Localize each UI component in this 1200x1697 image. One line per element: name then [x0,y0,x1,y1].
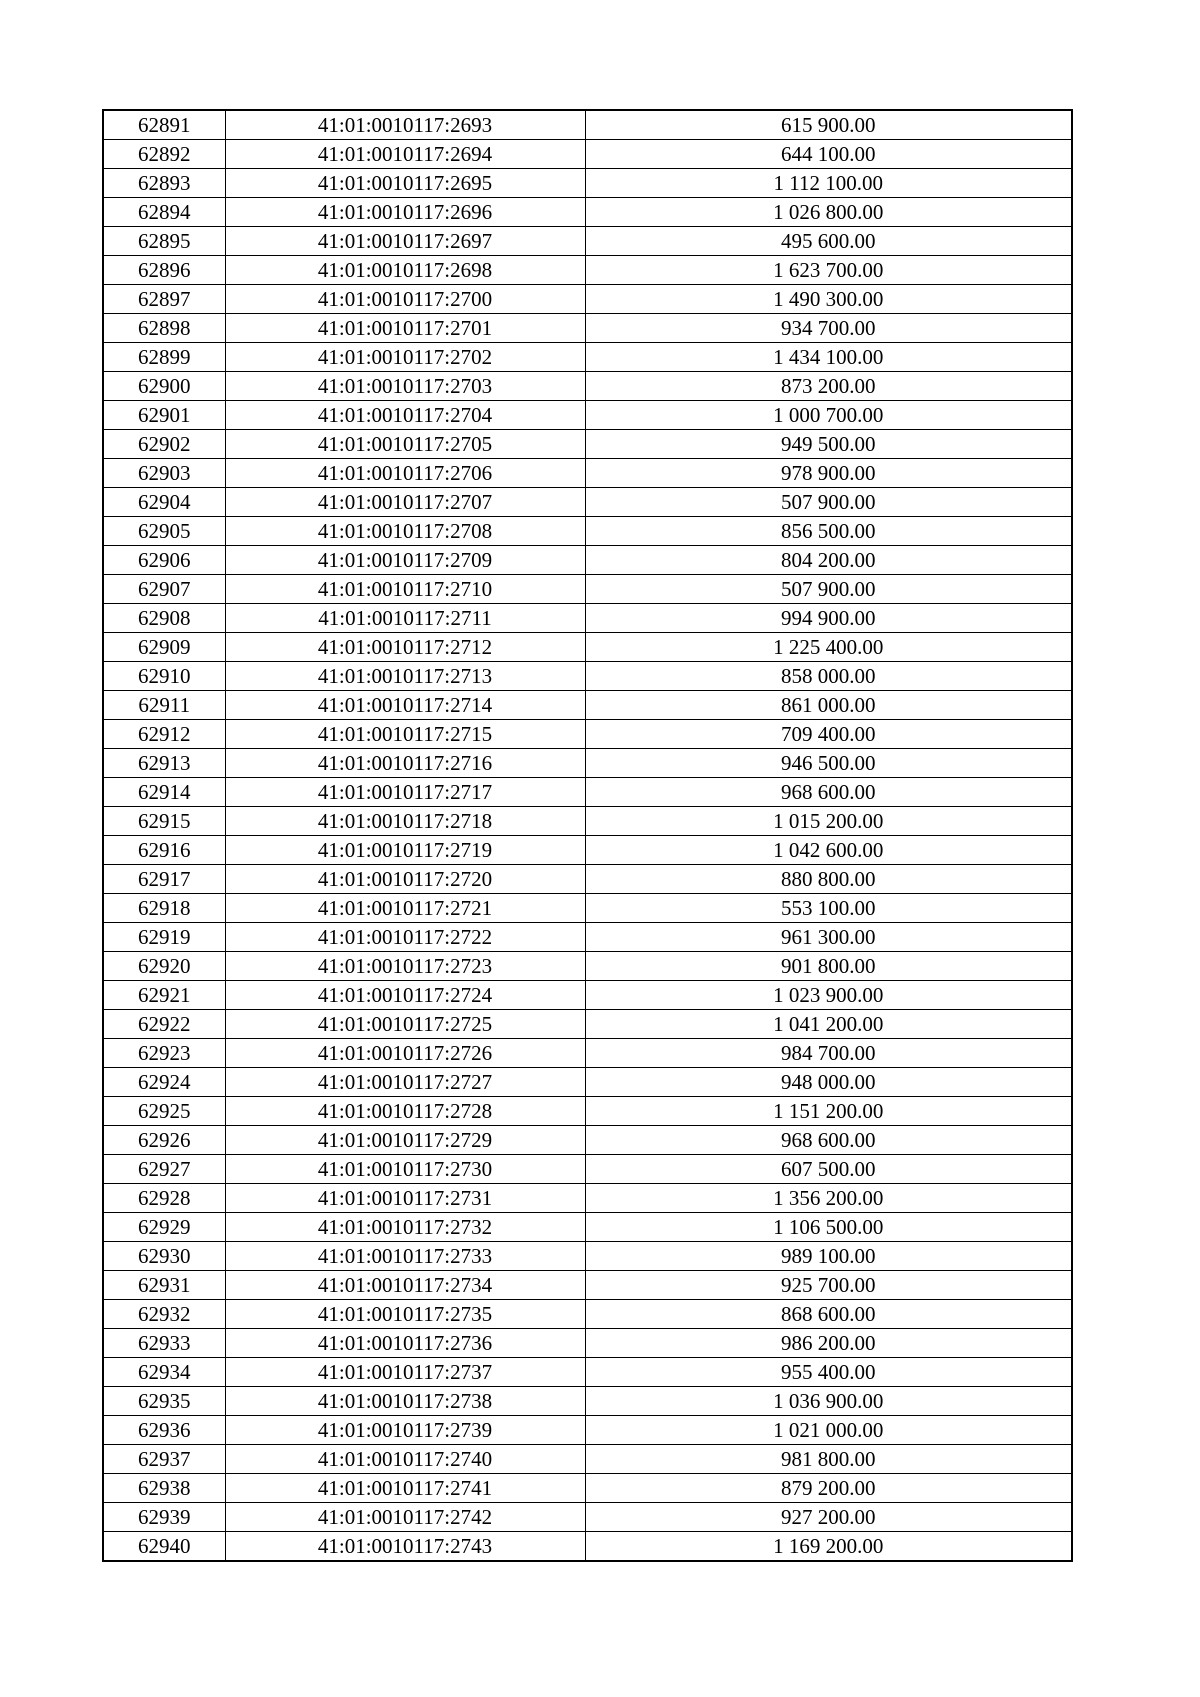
row-number-cell: 62912 [103,720,225,749]
cadastral-value-cell: 1 225 400.00 [585,633,1072,662]
cadastral-number-cell: 41:01:0010117:2707 [225,488,585,517]
cadastral-value-cell: 1 169 200.00 [585,1532,1072,1562]
table-row [103,1097,1072,1126]
cadastral-value-cell: 1 151 200.00 [585,1097,1072,1126]
table-row [103,1271,1072,1300]
cadastral-value-cell: 961 300.00 [585,923,1072,952]
cadastral-value-cell: 1 021 000.00 [585,1416,1072,1445]
cadastral-number-cell: 41:01:0010117:2708 [225,517,585,546]
table-row [103,430,1072,459]
table-row [103,1242,1072,1271]
row-number-cell: 62928 [103,1184,225,1213]
row-number-cell: 62939 [103,1503,225,1532]
cadastral-value-cell: 1 434 100.00 [585,343,1072,372]
row-number-cell: 62919 [103,923,225,952]
table-row [103,633,1072,662]
cadastral-value-cell: 507 900.00 [585,488,1072,517]
row-number-cell: 62934 [103,1358,225,1387]
row-number-cell: 62910 [103,662,225,691]
table-row [103,1213,1072,1242]
cadastral-value-cell: 946 500.00 [585,749,1072,778]
table-row [103,1300,1072,1329]
cadastral-number-cell: 41:01:0010117:2735 [225,1300,585,1329]
cadastral-number-cell: 41:01:0010117:2716 [225,749,585,778]
table-row [103,140,1072,169]
row-number-cell: 62933 [103,1329,225,1358]
row-number-cell: 62926 [103,1126,225,1155]
table-row [103,691,1072,720]
cadastral-number-cell: 41:01:0010117:2705 [225,430,585,459]
cadastral-number-cell: 41:01:0010117:2732 [225,1213,585,1242]
table-row [103,662,1072,691]
row-number-cell: 62924 [103,1068,225,1097]
cadastral-value-cell: 1 490 300.00 [585,285,1072,314]
cadastral-value-cell: 868 600.00 [585,1300,1072,1329]
cadastral-value-cell: 1 112 100.00 [585,169,1072,198]
row-number-cell: 62922 [103,1010,225,1039]
cadastral-number-cell: 41:01:0010117:2722 [225,923,585,952]
cadastral-value-cell: 994 900.00 [585,604,1072,633]
cadastral-value-cell: 981 800.00 [585,1445,1072,1474]
row-number-cell: 62901 [103,401,225,430]
cadastral-number-cell: 41:01:0010117:2731 [225,1184,585,1213]
table-row [103,1010,1072,1039]
row-number-cell: 62893 [103,169,225,198]
cadastral-value-cell: 986 200.00 [585,1329,1072,1358]
row-number-cell: 62894 [103,198,225,227]
cadastral-value-cell: 1 023 900.00 [585,981,1072,1010]
row-number-cell: 62907 [103,575,225,604]
cadastral-number-cell: 41:01:0010117:2693 [225,110,585,140]
cadastral-value-cell: 1 000 700.00 [585,401,1072,430]
table-row [103,227,1072,256]
row-number-cell: 62932 [103,1300,225,1329]
cadastral-number-cell: 41:01:0010117:2694 [225,140,585,169]
table-row [103,952,1072,981]
row-number-cell: 62914 [103,778,225,807]
row-number-cell: 62935 [103,1387,225,1416]
cadastral-number-cell: 41:01:0010117:2743 [225,1532,585,1562]
cadastral-number-cell: 41:01:0010117:2728 [225,1097,585,1126]
row-number-cell: 62931 [103,1271,225,1300]
cadastral-number-cell: 41:01:0010117:2712 [225,633,585,662]
cadastral-value-cell: 1 026 800.00 [585,198,1072,227]
table-row [103,1387,1072,1416]
cadastral-number-cell: 41:01:0010117:2737 [225,1358,585,1387]
row-number-cell: 62921 [103,981,225,1010]
row-number-cell: 62920 [103,952,225,981]
cadastral-value-cell: 978 900.00 [585,459,1072,488]
cadastral-value-cell: 879 200.00 [585,1474,1072,1503]
cadastral-number-cell: 41:01:0010117:2739 [225,1416,585,1445]
cadastral-number-cell: 41:01:0010117:2717 [225,778,585,807]
cadastral-value-cell: 858 000.00 [585,662,1072,691]
cadastral-number-cell: 41:01:0010117:2715 [225,720,585,749]
cadastral-value-cell: 1 623 700.00 [585,256,1072,285]
table-row [103,720,1072,749]
cadastral-value-cell: 1 106 500.00 [585,1213,1072,1242]
cadastral-value-cell: 804 200.00 [585,546,1072,575]
table-row [103,1532,1072,1562]
table-row [103,343,1072,372]
cadastral-number-cell: 41:01:0010117:2713 [225,662,585,691]
cadastral-number-cell: 41:01:0010117:2738 [225,1387,585,1416]
cadastral-number-cell: 41:01:0010117:2710 [225,575,585,604]
cadastral-number-cell: 41:01:0010117:2725 [225,1010,585,1039]
cadastral-value-cell: 709 400.00 [585,720,1072,749]
row-number-cell: 62923 [103,1039,225,1068]
cadastral-value-cell: 856 500.00 [585,517,1072,546]
cadastral-number-cell: 41:01:0010117:2702 [225,343,585,372]
row-number-cell: 62898 [103,314,225,343]
cadastral-value-cell: 1 042 600.00 [585,836,1072,865]
row-number-cell: 62909 [103,633,225,662]
table-row [103,1155,1072,1184]
cadastral-value-cell: 861 000.00 [585,691,1072,720]
cadastral-number-cell: 41:01:0010117:2706 [225,459,585,488]
row-number-cell: 62904 [103,488,225,517]
row-number-cell: 62897 [103,285,225,314]
cadastral-number-cell: 41:01:0010117:2720 [225,865,585,894]
table-row [103,1503,1072,1532]
cadastral-value-cell: 925 700.00 [585,1271,1072,1300]
cadastral-number-cell: 41:01:0010117:2695 [225,169,585,198]
table-row [103,894,1072,923]
cadastral-number-cell: 41:01:0010117:2709 [225,546,585,575]
cadastral-value-cell: 927 200.00 [585,1503,1072,1532]
row-number-cell: 62906 [103,546,225,575]
cadastral-value-cell: 880 800.00 [585,865,1072,894]
cadastral-value-table [102,109,1073,1562]
table-row [103,749,1072,778]
row-number-cell: 62892 [103,140,225,169]
cadastral-number-cell: 41:01:0010117:2734 [225,1271,585,1300]
cadastral-number-cell: 41:01:0010117:2698 [225,256,585,285]
cadastral-value-cell: 644 100.00 [585,140,1072,169]
table-row [103,459,1072,488]
cadastral-value-cell: 615 900.00 [585,110,1072,140]
row-number-cell: 62905 [103,517,225,546]
table-row [103,1329,1072,1358]
row-number-cell: 62916 [103,836,225,865]
row-number-cell: 62903 [103,459,225,488]
table-row [103,285,1072,314]
cadastral-number-cell: 41:01:0010117:2696 [225,198,585,227]
cadastral-number-cell: 41:01:0010117:2729 [225,1126,585,1155]
cadastral-value-cell: 949 500.00 [585,430,1072,459]
table-row [103,256,1072,285]
table-row [103,923,1072,952]
cadastral-number-cell: 41:01:0010117:2726 [225,1039,585,1068]
row-number-cell: 62908 [103,604,225,633]
table-row [103,546,1072,575]
table-body [103,110,1072,1561]
row-number-cell: 62913 [103,749,225,778]
table-row [103,1126,1072,1155]
cadastral-value-cell: 948 000.00 [585,1068,1072,1097]
cadastral-value-cell: 989 100.00 [585,1242,1072,1271]
table-row [103,198,1072,227]
cadastral-number-cell: 41:01:0010117:2724 [225,981,585,1010]
cadastral-value-cell: 1 041 200.00 [585,1010,1072,1039]
cadastral-value-cell: 507 900.00 [585,575,1072,604]
table-row [103,517,1072,546]
cadastral-number-cell: 41:01:0010117:2721 [225,894,585,923]
row-number-cell: 62899 [103,343,225,372]
cadastral-value-cell: 495 600.00 [585,227,1072,256]
cadastral-value-cell: 553 100.00 [585,894,1072,923]
cadastral-number-cell: 41:01:0010117:2714 [225,691,585,720]
row-number-cell: 62927 [103,1155,225,1184]
row-number-cell: 62900 [103,372,225,401]
cadastral-number-cell: 41:01:0010117:2736 [225,1329,585,1358]
cadastral-value-cell: 934 700.00 [585,314,1072,343]
table-row [103,401,1072,430]
row-number-cell: 62937 [103,1445,225,1474]
cadastral-value-cell: 607 500.00 [585,1155,1072,1184]
row-number-cell: 62915 [103,807,225,836]
row-number-cell: 62936 [103,1416,225,1445]
cadastral-number-cell: 41:01:0010117:2723 [225,952,585,981]
row-number-cell: 62917 [103,865,225,894]
row-number-cell: 62891 [103,110,225,140]
cadastral-value-cell: 873 200.00 [585,372,1072,401]
cadastral-number-cell: 41:01:0010117:2697 [225,227,585,256]
cadastral-value-cell: 901 800.00 [585,952,1072,981]
table-row [103,1445,1072,1474]
cadastral-value-cell: 1 015 200.00 [585,807,1072,836]
cadastral-value-cell: 968 600.00 [585,1126,1072,1155]
table-row [103,110,1072,140]
table-row [103,1416,1072,1445]
cadastral-number-cell: 41:01:0010117:2703 [225,372,585,401]
row-number-cell: 62918 [103,894,225,923]
table-row [103,575,1072,604]
cadastral-number-cell: 41:01:0010117:2704 [225,401,585,430]
table-row [103,836,1072,865]
row-number-cell: 62930 [103,1242,225,1271]
cadastral-number-cell: 41:01:0010117:2718 [225,807,585,836]
cadastral-value-cell: 1 036 900.00 [585,1387,1072,1416]
row-number-cell: 62940 [103,1532,225,1562]
cadastral-value-cell: 968 600.00 [585,778,1072,807]
table-row [103,807,1072,836]
cadastral-value-cell: 955 400.00 [585,1358,1072,1387]
cadastral-number-cell: 41:01:0010117:2742 [225,1503,585,1532]
table-row [103,778,1072,807]
cadastral-value-cell: 984 700.00 [585,1039,1072,1068]
table-row [103,169,1072,198]
table-row [103,865,1072,894]
cadastral-number-cell: 41:01:0010117:2700 [225,285,585,314]
cadastral-value-cell: 1 356 200.00 [585,1184,1072,1213]
row-number-cell: 62896 [103,256,225,285]
table-row [103,1358,1072,1387]
cadastral-number-cell: 41:01:0010117:2719 [225,836,585,865]
table-row [103,372,1072,401]
table-row [103,1474,1072,1503]
row-number-cell: 62925 [103,1097,225,1126]
row-number-cell: 62895 [103,227,225,256]
row-number-cell: 62911 [103,691,225,720]
row-number-cell: 62938 [103,1474,225,1503]
cadastral-number-cell: 41:01:0010117:2711 [225,604,585,633]
table-row [103,1068,1072,1097]
cadastral-number-cell: 41:01:0010117:2701 [225,314,585,343]
table-row [103,1039,1072,1068]
table-row [103,488,1072,517]
table-row [103,981,1072,1010]
cadastral-number-cell: 41:01:0010117:2740 [225,1445,585,1474]
table-row [103,314,1072,343]
row-number-cell: 62902 [103,430,225,459]
table-row [103,1184,1072,1213]
cadastral-number-cell: 41:01:0010117:2727 [225,1068,585,1097]
table-row [103,604,1072,633]
row-number-cell: 62929 [103,1213,225,1242]
cadastral-number-cell: 41:01:0010117:2730 [225,1155,585,1184]
cadastral-number-cell: 41:01:0010117:2733 [225,1242,585,1271]
cadastral-number-cell: 41:01:0010117:2741 [225,1474,585,1503]
